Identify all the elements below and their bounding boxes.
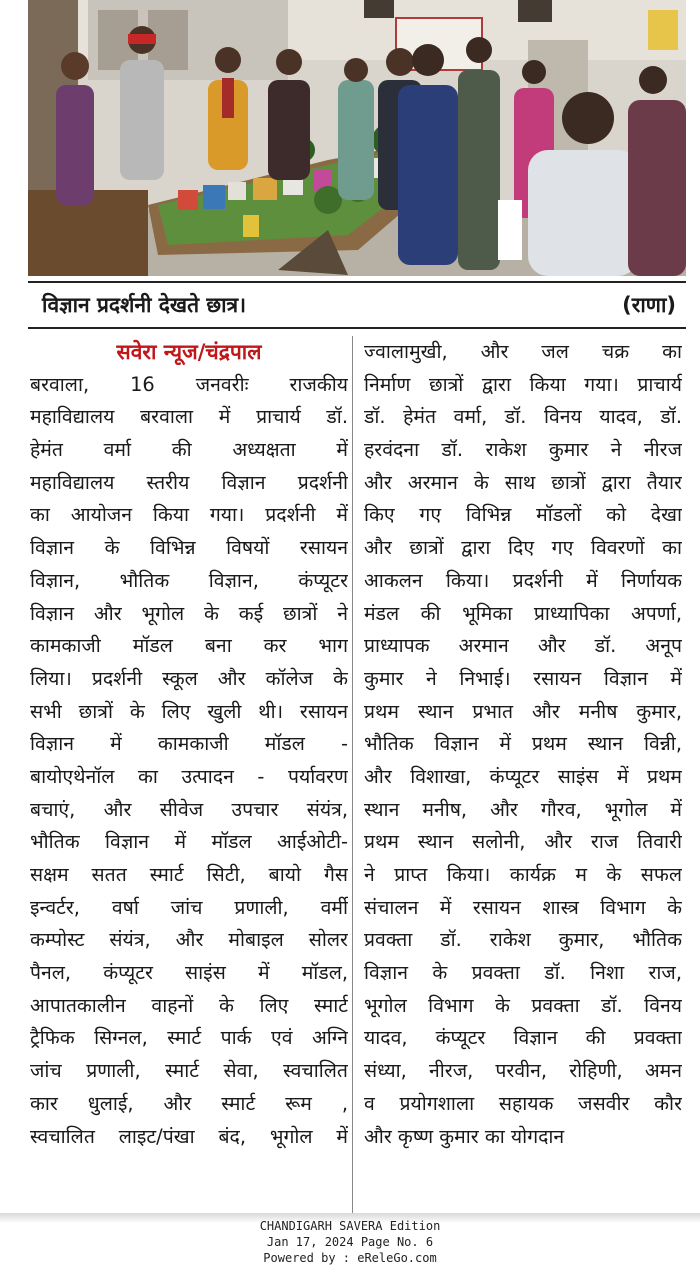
article-line: कार धुलाई, और स्मार्ट रूम , xyxy=(30,1091,348,1115)
article-line: विज्ञान और भूगोल के कई छात्रों ने xyxy=(30,601,348,625)
article-line: आपातकालीन वाहनों के लिए स्मार्ट xyxy=(30,993,348,1017)
article-line: और कृष्ण कुमार का योगदान xyxy=(364,1124,565,1148)
article-line: लिया। प्रदर्शनी स्कूल और कॉलेज के xyxy=(30,666,348,690)
article-line: जांच प्रणाली, स्मार्ट सेवा, स्वचालित xyxy=(30,1059,348,1083)
article-line: संध्या, नीरज, परवीन, रोहिणी, अमन xyxy=(364,1059,682,1083)
article-line: पैनल, कंप्यूटर साइंस में मॉडल, xyxy=(30,961,348,985)
article-line: मंडल की भूमिका प्राध्यापिका अपर्णा, xyxy=(364,601,682,625)
article-line: हरवंदना डॉ. राकेश कुमार ने नीरज xyxy=(364,438,682,462)
article-line: ज्वालामुखी, और जल चक्र का xyxy=(364,340,682,363)
article-line: स्वचालित लाइट/पंखा बंद, भूगोल में xyxy=(30,1124,348,1148)
article-line: और विशाखा, कंप्यूटर साइंस में प्रथम xyxy=(364,764,682,788)
article-line: आकलन किया। प्रदर्शनी में निर्णायक xyxy=(364,568,682,592)
edition-name: CHANDIGARH SAVERA Edition xyxy=(259,1219,441,1233)
article-line: संचालन में रसायन शास्त्र विभाग के xyxy=(364,895,682,919)
article-line: भौतिक विज्ञान में प्रथम स्थान विन्नी, xyxy=(364,732,682,756)
article-line: निर्माण छात्रों द्वारा किया गया। प्राचार्य xyxy=(364,372,682,396)
edition-date-page: Jan 17, 2024 Page No. 6 xyxy=(266,1235,434,1249)
article-line: स्थान मनीष, और गौरव, भूगोल में xyxy=(364,797,682,821)
article-line: विज्ञान के विभिन्न विषयों रसायन xyxy=(30,536,348,560)
article-line: सक्षम सतत स्मार्ट सिटी, बायो गैस xyxy=(30,863,348,886)
article-line: विज्ञान के प्रवक्ता डॉ. निशा राज, xyxy=(364,961,682,985)
article-line: विज्ञान में कामकाजी मॉडल - xyxy=(30,732,348,756)
article-line: प्रवक्ता डॉ. राकेश कुमार, भौतिक xyxy=(364,928,682,952)
article-line: हेमंत वर्मा की अध्यक्षता में xyxy=(30,438,348,462)
article-line: किए गए विभिन्न मॉडलों को देखा xyxy=(364,503,682,527)
byline: सवेरा न्यूज/चंद्रपाल xyxy=(116,340,262,364)
article-line: इन्वर्टर, वर्षा जांच प्रणाली, वर्मी xyxy=(30,895,348,919)
article-line: ट्रैफिक सिग्नल, स्मार्ट पार्क एवं अग्नि xyxy=(30,1026,348,1050)
caption-credit: (राणा) xyxy=(622,293,676,317)
article-line: प्रथम स्थान सलोनी, और राज तिवारी xyxy=(364,830,682,854)
article-line: व प्रयोगशाला सहायक जसवीर कौर xyxy=(364,1091,682,1115)
exhibition-photo xyxy=(28,0,686,276)
article-line: भूगोल विभाग के प्रवक्ता डॉ. विनय xyxy=(364,993,682,1017)
article-line: प्रथम स्थान प्रभात और मनीष कुमार, xyxy=(364,699,682,723)
article-line: विज्ञान, भौतिक विज्ञान, कंप्यूटर xyxy=(30,568,348,592)
article-line: डॉ. हेमंत वर्मा, डॉ. विनय यादव, डॉ. xyxy=(364,405,682,429)
article-line: कुमार ने निभाई। रसायन विज्ञान में xyxy=(364,666,682,690)
caption-text: विज्ञान प्रदर्शनी देखते छात्र। xyxy=(42,293,247,317)
article-line: महाविद्यालय स्तरीय विज्ञान प्रदर्शनी xyxy=(30,470,348,494)
article-line: बरवाला, 16 जनवरीः राजकीय xyxy=(30,372,348,396)
article-line: महाविद्यालय बरवाला में प्राचार्य डॉ. xyxy=(30,405,348,429)
article-line: यादव, कंप्यूटर विज्ञान की प्रवक्ता xyxy=(364,1026,682,1050)
article-line: बायोएथेनॉल का उत्पादन - पर्यावरण xyxy=(30,764,348,788)
article-column-left xyxy=(30,336,348,1153)
article-line: और छात्रों द्वारा दिए गए विवरणों का xyxy=(364,536,682,560)
edition-footer xyxy=(0,1218,700,1266)
exhibition-photo-icon xyxy=(28,0,686,276)
powered-by[interactable]: Powered by : eReleGo.com xyxy=(263,1251,437,1265)
article-line: बचाएं, और सीवेज उपचार संयंत्र, xyxy=(30,797,348,821)
article-line: कम्पोस्ट संयंत्र, और मोबाइल सोलर xyxy=(30,928,348,952)
article-line: और अरमान के साथ छात्रों द्वारा तैयार xyxy=(364,470,682,494)
article-line: ने प्राप्त किया। कार्यक्र म के सफल xyxy=(364,863,682,886)
article-line: कामकाजी मॉडल बना कर भाग xyxy=(30,634,348,658)
article-line: भौतिक विज्ञान में मॉडल आईओटी- xyxy=(30,830,348,854)
photo-caption xyxy=(28,281,686,329)
article-line: सभी छात्रों के लिए खुली थी। रसायन xyxy=(30,699,348,723)
article-line: का आयोजन किया गया। प्रदर्शनी में xyxy=(30,503,348,527)
article-line: प्राध्यापक अरमान और डॉ. अनूप xyxy=(364,634,682,658)
article-column-right xyxy=(364,336,682,1153)
column-divider xyxy=(352,336,353,1214)
